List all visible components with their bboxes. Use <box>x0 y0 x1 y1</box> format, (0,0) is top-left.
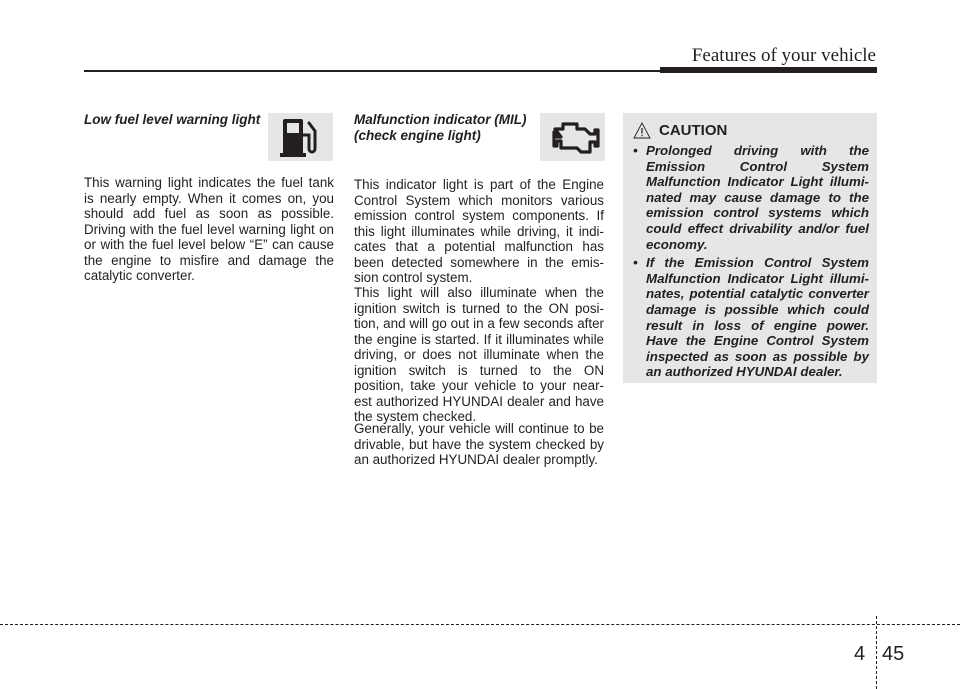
low-fuel-icon-box <box>268 113 333 161</box>
caution-item-text: If the Emission Control System Malfunction Indicator Light illumi-nates, potential catalytic converter damage is possible which could result in loss of engine power. Have the Engine Control System inspected as soon as possible by an authorized HYUNDAI dealer. <box>646 255 869 380</box>
mil-heading <box>354 112 554 144</box>
header-title: Features of your vehicle <box>691 45 876 66</box>
mil-heading-line2: (check engine light) <box>354 128 481 143</box>
caution-box <box>623 113 877 383</box>
chapter-number: 4 <box>854 643 866 665</box>
fuel-pump-icon <box>277 115 325 159</box>
header-rule <box>84 70 660 72</box>
low-fuel-heading: Low fuel level warning light <box>84 112 261 127</box>
warning-triangle-icon <box>633 122 651 139</box>
mil-paragraph-2: This light will also illuminate when the ignition switch is turned to the ON posi-tion, and will go out in a few seconds after the engine is started. If it illuminates while driving, or does not illuminate when the ignition switch is turned to the ON position, take your vehicle to your near-est authorized HYUNDAI dealer and have the system checked. <box>354 285 604 424</box>
caution-item <box>633 143 869 252</box>
caution-header <box>633 122 727 139</box>
low-fuel-paragraph: This warning light indicates the fuel tank is nearly empty. When it comes on, you should add fuel as soon as possible. Driving with the fuel level warning light on or with the fuel level below “E” can cause the engine to misfire and damage the catalytic converter. <box>84 175 334 283</box>
caution-item-text: Prolonged driving with the Emission Control System Malfunction Indicator Light illumi-nated may cause damage to the emission control systems which could effect drivability and/or fuel economy. <box>646 143 869 252</box>
bullet: • <box>633 255 638 271</box>
footer-rule <box>0 624 960 625</box>
mil-heading-line1: Malfunction indicator (MIL) <box>354 112 527 127</box>
caution-title: CAUTION <box>659 122 728 139</box>
page-number: 45 <box>882 643 905 665</box>
bullet: • <box>633 143 638 158</box>
caution-list <box>633 143 869 383</box>
mil-icon-box <box>540 113 605 161</box>
footer-divider <box>876 616 877 689</box>
check-engine-icon <box>545 117 601 157</box>
header-rule-accent <box>660 67 877 73</box>
mil-paragraph-1: This indicator light is part of the Engine Control System which monitors various emission control system components. If this light illuminates while driving, it indi-cates that a potential malfunction has been detected somewhere in the emis-sion control system. <box>354 177 604 285</box>
caution-item <box>633 255 869 380</box>
mil-paragraph-3: Generally, your vehicle will continue to be drivable, but have the system checked by an authorized HYUNDAI dealer promptly. <box>354 421 604 467</box>
